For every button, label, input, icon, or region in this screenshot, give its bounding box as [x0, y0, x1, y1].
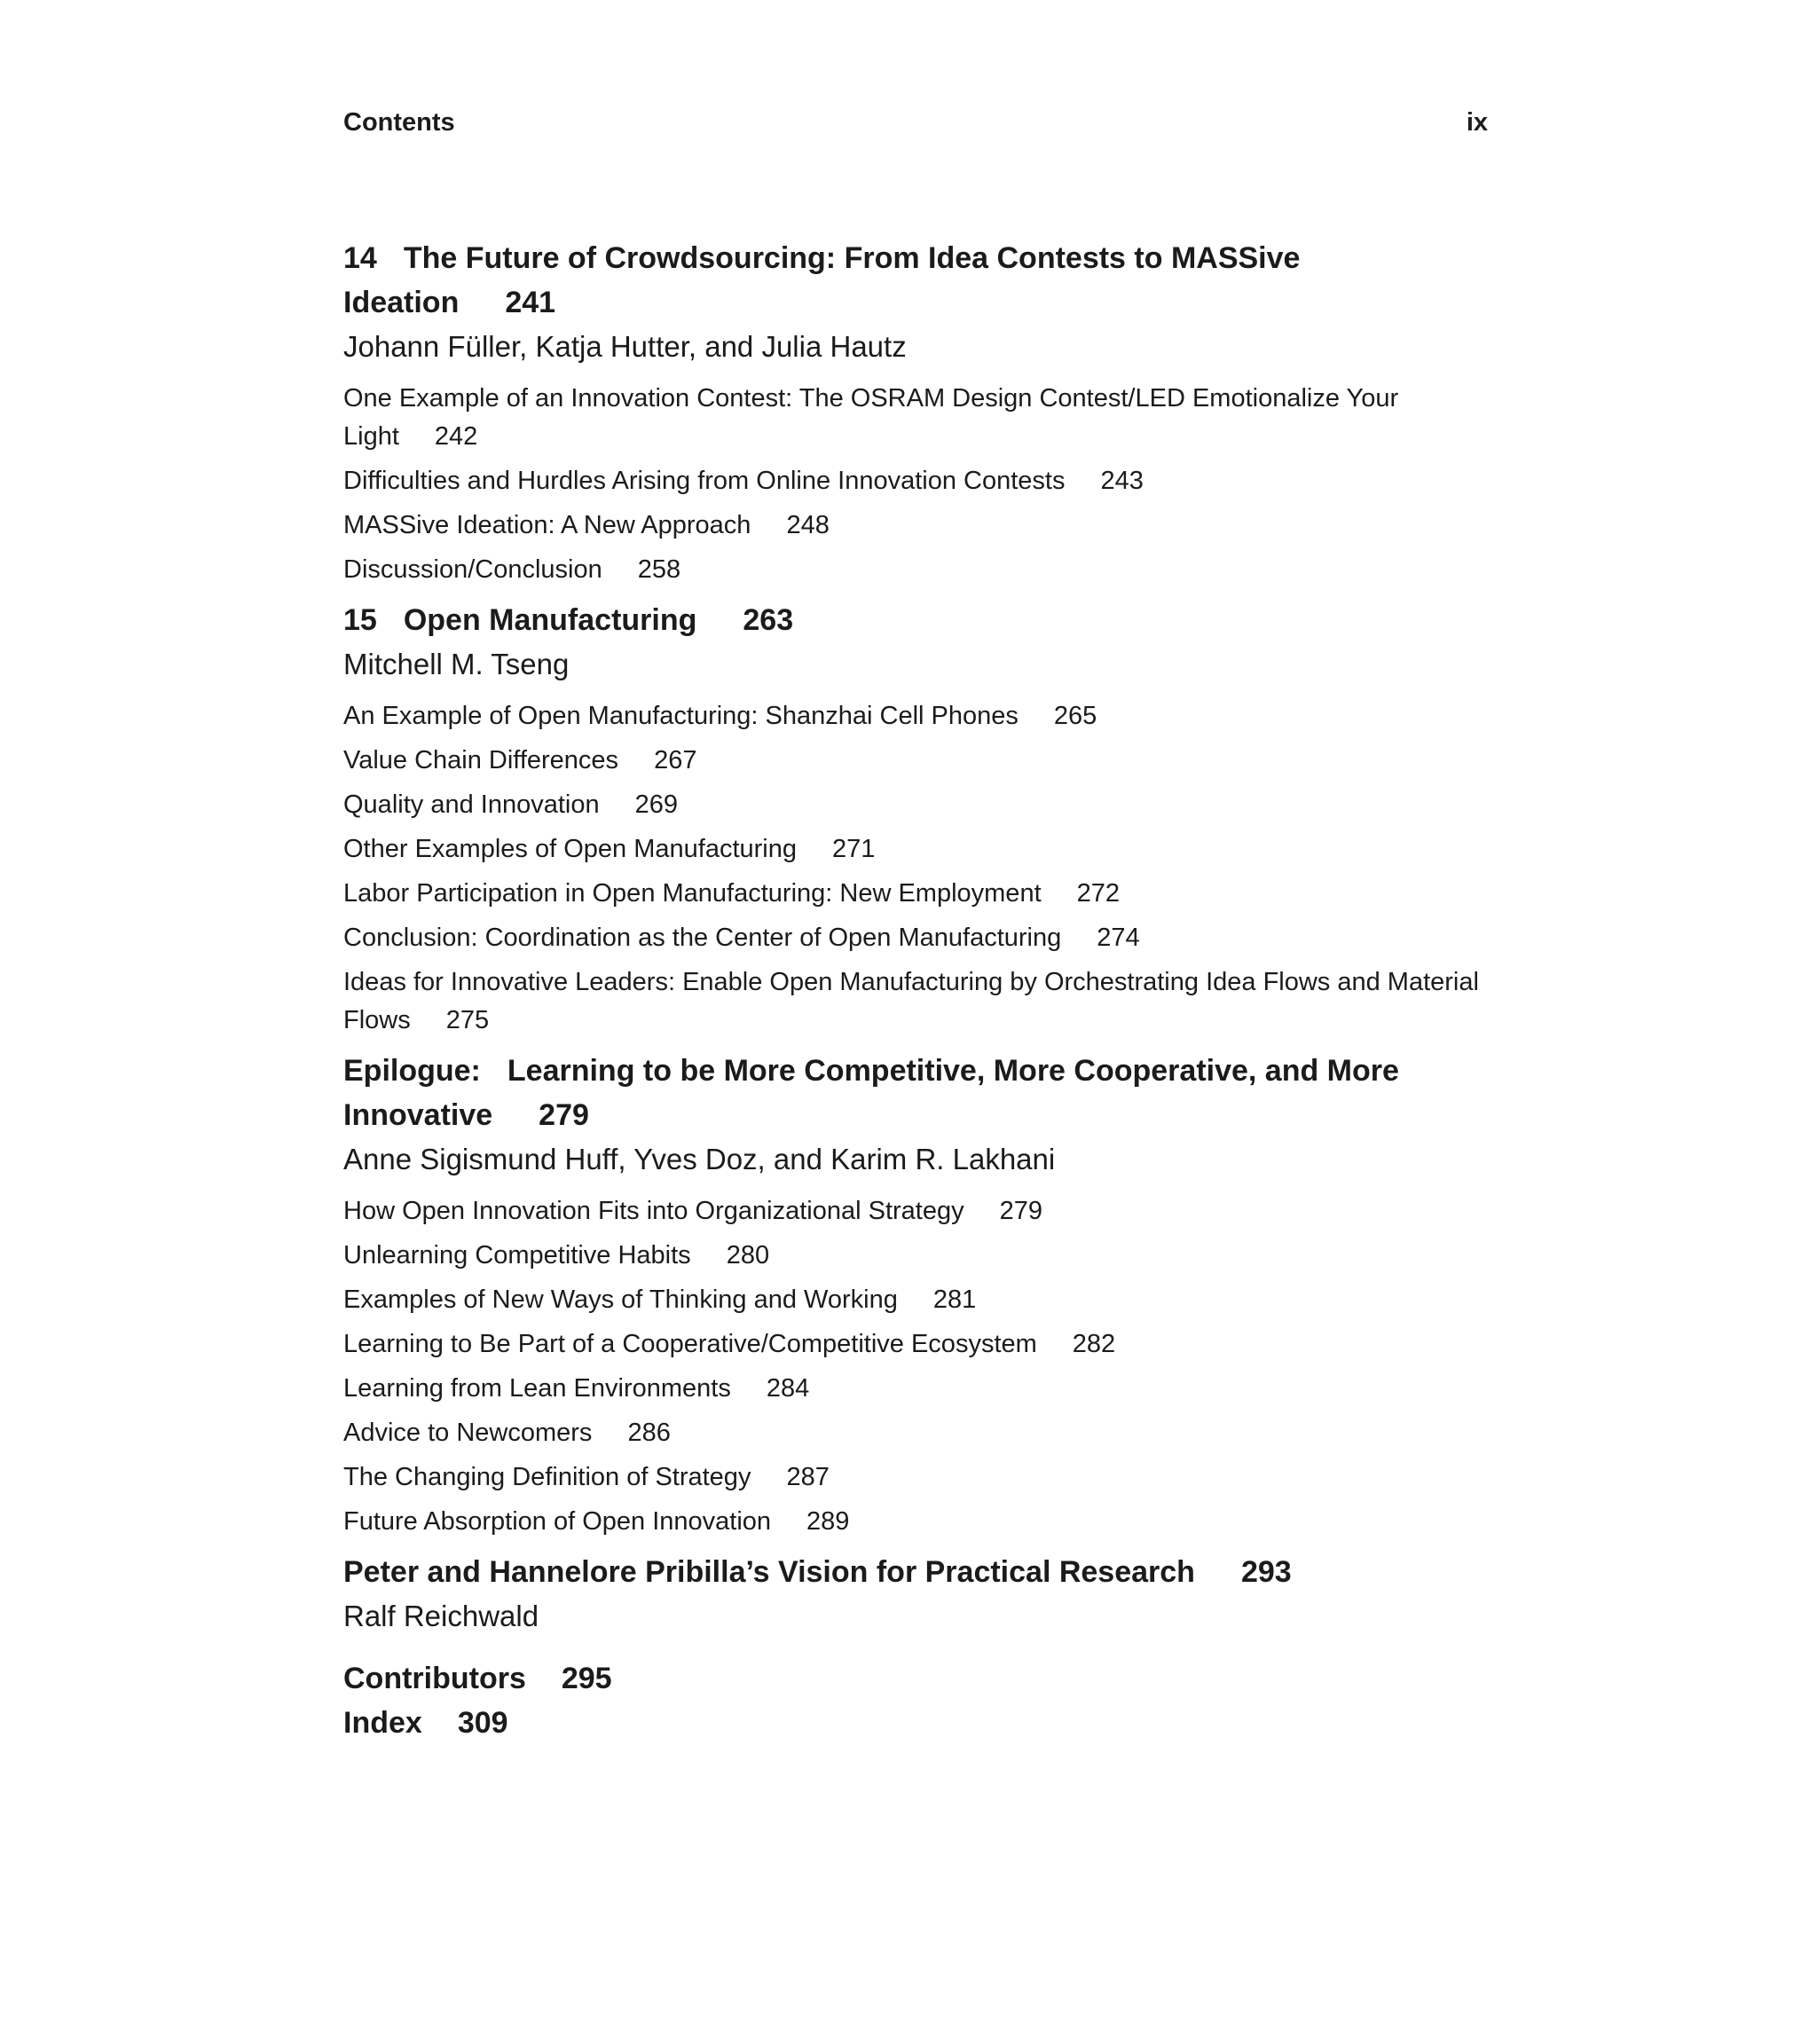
section-page-number: 289: [806, 1507, 850, 1536]
entry-number: 14: [343, 241, 377, 275]
section-entry: [343, 551, 1488, 589]
back-matter-entry: [343, 1701, 1488, 1745]
section-page-number: 248: [786, 511, 830, 539]
toc-entry: [343, 1550, 1488, 1639]
section-entry: [343, 507, 1488, 545]
section-page-number: 269: [634, 790, 678, 819]
entry-number: 15: [343, 603, 377, 637]
section-title: Future Absorption of Open Innovation: [343, 1507, 772, 1536]
section-page-number: 284: [766, 1374, 810, 1403]
section-entry: [343, 1281, 1488, 1319]
back-matter-page-number: 309: [457, 1706, 508, 1740]
section-page-number: 258: [637, 555, 681, 584]
toc-entry: [343, 236, 1488, 589]
section-title: Quality and Innovation: [343, 790, 600, 819]
section-entry: [343, 919, 1488, 957]
section-title: Other Examples of Open Manufacturing: [343, 835, 797, 863]
entry-title: [343, 598, 1488, 642]
entry-page-number: 279: [539, 1098, 589, 1132]
page-number: ix: [1466, 108, 1488, 137]
section-page-number: 267: [654, 746, 697, 774]
entry-authors: Ralf Reichwald: [343, 1600, 539, 1632]
section-title: The Changing Definition of Strategy: [343, 1463, 751, 1491]
section-page-number: 287: [786, 1463, 830, 1491]
back-matter-title: Contributors: [343, 1662, 526, 1695]
running-head-title: Contents: [343, 108, 455, 137]
entry-title-text: Learning to be More Competitive, More Cooperative, and More Innovative: [343, 1054, 1399, 1132]
entry-page-number: 241: [505, 286, 556, 319]
section-title: How Open Innovation Fits into Organizational Strategy: [343, 1197, 964, 1225]
section-page-number: 272: [1076, 879, 1121, 908]
section-title: Learning from Lean Environments: [343, 1374, 731, 1403]
section-entry: [343, 1414, 1488, 1452]
entry-page-number: 293: [1240, 1555, 1292, 1589]
section-title: Labor Participation in Open Manufacturing: New Employment: [343, 879, 1042, 908]
section-entry: [343, 1325, 1488, 1364]
section-title: Advice to Newcomers: [343, 1419, 593, 1447]
section-entry: [343, 462, 1488, 500]
section-entry: [343, 1458, 1488, 1497]
section-entry: [343, 1237, 1488, 1275]
section-title: Value Chain Differences: [343, 746, 619, 774]
section-title: Difficulties and Hurdles Arising from Online Innovation Contests: [343, 467, 1066, 495]
back-matter-title: Index: [343, 1706, 422, 1740]
section-title: Discussion/Conclusion: [343, 555, 602, 584]
section-entry: [343, 830, 1488, 869]
section-entry: [343, 380, 1488, 456]
entry-authors: Anne Sigismund Huff, Yves Doz, and Karim R. Lakhani: [343, 1143, 1056, 1175]
section-list: [343, 380, 1488, 589]
section-page-number: 265: [1053, 702, 1097, 730]
section-entry: [343, 1503, 1488, 1541]
entry-authors: Johann Füller, Katja Hutter, and Julia Hautz: [343, 330, 907, 363]
entry-title-text: The Future of Crowdsourcing: From Idea Contests to MASSive Ideation: [343, 241, 1301, 319]
section-page-number: 286: [627, 1419, 671, 1447]
section-title: MASSive Ideation: A New Approach: [343, 511, 751, 539]
section-list: [343, 1192, 1488, 1541]
section-entry: [343, 875, 1488, 913]
toc-entry: [343, 598, 1488, 1040]
section-page-number: 274: [1097, 924, 1140, 952]
back-matter-page-number: 295: [561, 1662, 612, 1695]
section-page-number: 242: [434, 422, 478, 451]
book-page: [343, 105, 1488, 1745]
section-title: One Example of an Innovation Contest: The OSRAM Design Contest/LED Emotionalize Your Light: [343, 384, 1399, 451]
table-of-contents: [343, 236, 1488, 1639]
entry-title-text: Open Manufacturing: [403, 603, 697, 637]
section-entry: [343, 1370, 1488, 1408]
entry-title: [343, 236, 1488, 325]
entry-title: [343, 1049, 1488, 1137]
back-matter-entry: [343, 1656, 1488, 1701]
section-entry: [343, 697, 1488, 735]
running-head: [343, 105, 1488, 140]
section-title: An Example of Open Manufacturing: Shanzhai Cell Phones: [343, 702, 1019, 730]
section-page-number: 280: [726, 1241, 770, 1270]
entry-number: Epilogue:: [343, 1054, 481, 1088]
back-matter: [343, 1656, 1488, 1745]
section-page-number: 281: [932, 1285, 977, 1314]
section-page-number: 271: [831, 835, 876, 863]
section-entry: [343, 1192, 1488, 1230]
section-title: Ideas for Innovative Leaders: Enable Open Manufacturing by Orchestrating Idea Flows and Material Flows: [343, 968, 1479, 1034]
entry-title: [343, 1550, 1488, 1594]
section-title: Unlearning Competitive Habits: [343, 1241, 691, 1270]
section-entry: [343, 963, 1488, 1040]
section-entry: [343, 786, 1488, 824]
section-title: Examples of New Ways of Thinking and Working: [343, 1285, 898, 1314]
entry-page-number: 263: [743, 603, 794, 637]
entry-title-text: Peter and Hannelore Pribilla’s Vision for Practical Research: [343, 1555, 1195, 1589]
section-title: Learning to Be Part of a Cooperative/Competitive Ecosystem: [343, 1330, 1037, 1358]
section-list: [343, 697, 1488, 1040]
toc-entry: [343, 1049, 1488, 1541]
section-title: Conclusion: Coordination as the Center of Open Manufacturing: [343, 924, 1062, 952]
section-entry: [343, 742, 1488, 780]
section-page-number: 279: [999, 1197, 1042, 1225]
section-page-number: 243: [1100, 467, 1144, 495]
section-page-number: 282: [1072, 1330, 1116, 1358]
section-page-number: 275: [445, 1006, 490, 1034]
entry-authors: Mitchell M. Tseng: [343, 648, 570, 680]
